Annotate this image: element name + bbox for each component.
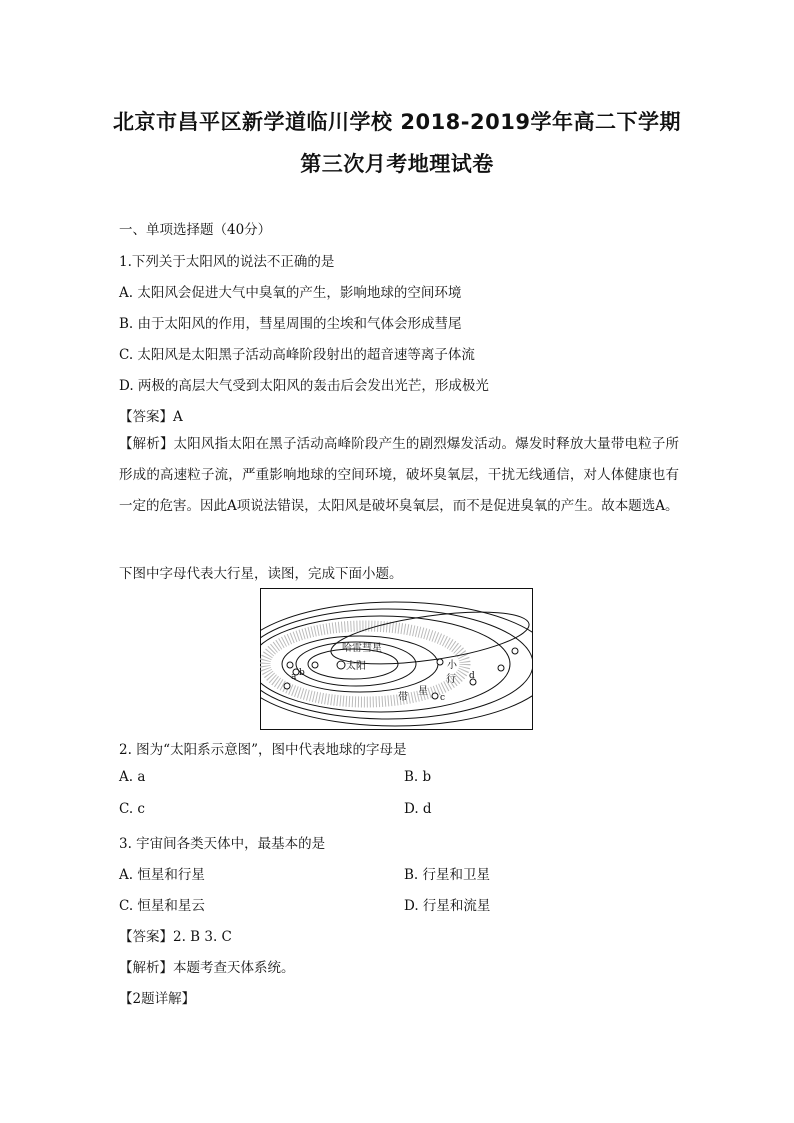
- planet-a-label: a: [291, 672, 297, 682]
- q1-analysis: 【解析】太阳风指太阳在黑子活动高峰阶段产生的剧烈爆发活动。爆发时释放大量带电粒子所形成的高速粒子流，严重影响地球的空间环境，破坏臭氧层，干扰无线通信，对人体健康也有一定的危害。因此A项说法错误，太阳风是破坏臭氧层，而不是促进臭氧的产生。故本题选A。: [119, 436, 679, 514]
- q3-stem: 3. 宇宙间各类天体中，最基本的是: [119, 836, 326, 852]
- q1-stem: 1.下列关于太阳风的说法不正确的是: [119, 254, 335, 270]
- q2-option-b: B. b: [404, 769, 432, 785]
- belt-label-1: 小: [447, 660, 457, 671]
- planet-a-marker: [284, 683, 290, 689]
- belt-label-2: 行: [446, 674, 456, 685]
- comet-label: 哈雷彗星: [342, 643, 382, 654]
- q3-option-b: B. 行星和卫星: [404, 867, 491, 883]
- section-heading: 一、单项选择题（40分）: [119, 222, 272, 238]
- planet-c-label: c: [440, 693, 446, 703]
- q2-q3-analysis: 【解析】本题考查天体系统。: [119, 960, 295, 976]
- q2-option-a: A. a: [119, 769, 146, 785]
- planet-right-2: [498, 665, 504, 671]
- title-line-2: 第三次月考地理试卷: [300, 152, 494, 176]
- q3-option-c: C. 恒星和星云: [119, 898, 205, 914]
- planet-d-label: d: [469, 671, 475, 681]
- solar-system-diagram: [260, 588, 533, 730]
- planet-right-1: [437, 659, 443, 665]
- planet-outer-left: [287, 662, 293, 668]
- q1-answer: 【答案】A: [119, 409, 183, 425]
- planet-inner: [312, 662, 318, 668]
- q2-stem: 2. 图为“太阳系示意图”，图中代表地球的字母是: [119, 742, 407, 758]
- title-line-1: 北京市昌平区新学道临川学校 2018-2019学年高二下学期: [113, 110, 681, 134]
- q1-option-a: A. 太阳风会促进大气中臭氧的产生，影响地球的空间环境: [119, 285, 462, 301]
- planet-right-3: [512, 648, 518, 654]
- q1-option-c: C. 太阳风是太阳黑子活动高峰阶段射出的超音速等离子体流: [119, 347, 475, 363]
- planet-b-label: b: [299, 668, 305, 678]
- sun-label: 太阳: [346, 661, 366, 672]
- planet-c-marker: [432, 693, 438, 699]
- q3-option-a: A. 恒星和行星: [119, 867, 205, 883]
- q1-option-b: B. 由于太阳风的作用，彗星周围的尘埃和气体会形成彗尾: [119, 316, 462, 332]
- q1-option-d: D. 两极的高层大气受到太阳风的轰击后会发出光芒，形成极光: [119, 378, 489, 394]
- q3-option-d: D. 行星和流星: [404, 898, 491, 914]
- sun: [337, 661, 345, 669]
- q2-option-d: D. d: [404, 801, 432, 817]
- q2-q3-answer: 【答案】2. B 3. C: [119, 929, 232, 945]
- q2-detail-heading: 【2题详解】: [119, 991, 196, 1007]
- q2-option-c: C. c: [119, 801, 145, 817]
- belt-label-4: 带: [398, 692, 408, 703]
- figure-intro: 下图中字母代表大行星，读图，完成下面小题。: [119, 566, 403, 582]
- belt-label-3: 星: [418, 686, 428, 697]
